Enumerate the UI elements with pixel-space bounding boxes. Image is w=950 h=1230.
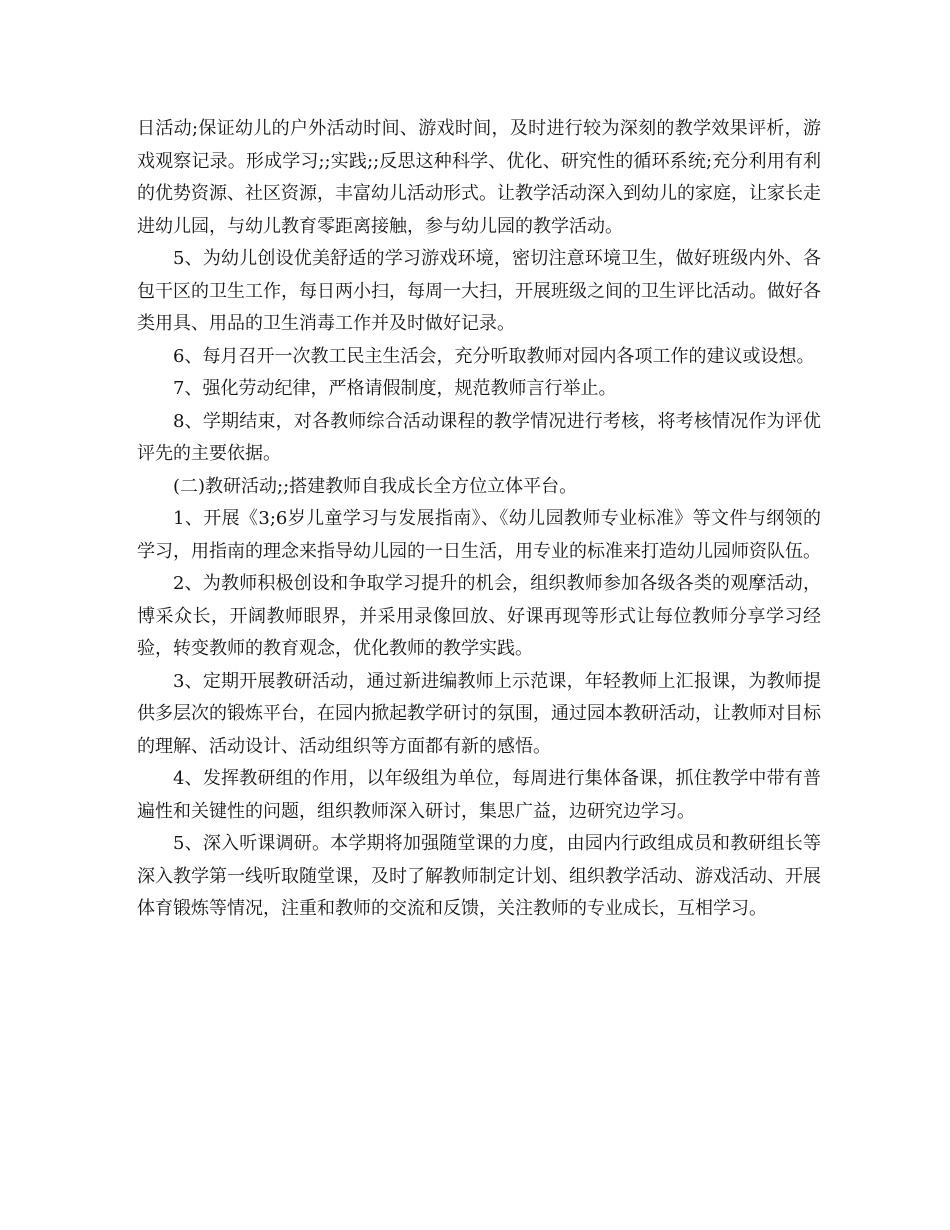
paragraph-1: 5、为幼儿创设优美舒适的学习游戏环境，密切注意环境卫生，做好班级内外、各包干区的卫生工作，每日两小扫，每周一大扫，开展班级之间的卫生评比活动。做好各类用具、用品的卫生消毒工作并及时做好记录。 [137, 248, 821, 334]
paragraph-2: 6、每月召开一次教工民主生活会，充分听取教师对园内各项工作的建议或设想。 [173, 345, 815, 367]
paragraph-7: 2、为教师积极创设和争取学习提升的机会，组织教师参加各级各类的观摩活动，博采众长，开阔教师眼界，并采用录像回放、好课再现等形式让每位教师分享学习经验，转变教师的教育观念，优化教师的教学实践。 [137, 573, 821, 659]
section-heading-teaching-research: (二)教研活动;;搭建教师自我成长全方位立体平台。 [173, 475, 578, 497]
paragraph-3: 7、强化劳动纪律，严格请假制度，规范教师言行举止。 [173, 378, 617, 399]
paragraph-0: 日活动;保证幼儿的户外活动时间、游戏时间，及时进行较为深刻的教学效果评析，游戏观察记录。形成学习;;实践;;反思这种科学、优化、研究性的循环系统;充分利用有利的优势资源、社区资源，丰富幼儿活动形式。让教学活动深入到幼儿的家庭，让家长走进幼儿园，与幼儿教育零距离接触，参与幼儿园的教学活动。 [137, 118, 821, 237]
document-body [137, 113, 821, 926]
paragraph-10: 5、深入听课调研。本学期将加强随堂课的力度，由园内行政组成员和教研组长等深入教学第一线听取随堂课，及时了解教师制定计划、组织教学活动、游戏活动、开展体育锻炼等情况，注重和教师的交流和反馈，关注教师的专业成长，互相学习。 [137, 833, 821, 919]
paragraph-6: 1、开展《3;6岁儿童学习与发展指南》、《幼儿园教师专业标准》等文件与纲领的学习，用指南的理念来指导幼儿园的一日生活，用专业的标准来打造幼儿园师资队伍。 [137, 508, 821, 562]
paragraph-8: 3、定期开展教研活动，通过新进编教师上示范课，年轻教师上汇报课，为教师提供多层次的锻炼平台，在园内掀起教学研讨的氛围，通过园本教研活动，让教师对目标的理解、活动设计、活动组织等方面都有新的感悟。 [137, 670, 821, 757]
paragraph-4: 8、学期结束，对各教师综合活动课程的教学情况进行考核，将考核情况作为评优评先的主要依据。 [137, 410, 821, 464]
paragraph-9: 4、发挥教研组的作用，以年级组为单位，每周进行集体备课，抓住教学中带有普遍性和关键性的问题，组织教师深入研讨，集思广益，边研究边学习。 [137, 768, 821, 822]
